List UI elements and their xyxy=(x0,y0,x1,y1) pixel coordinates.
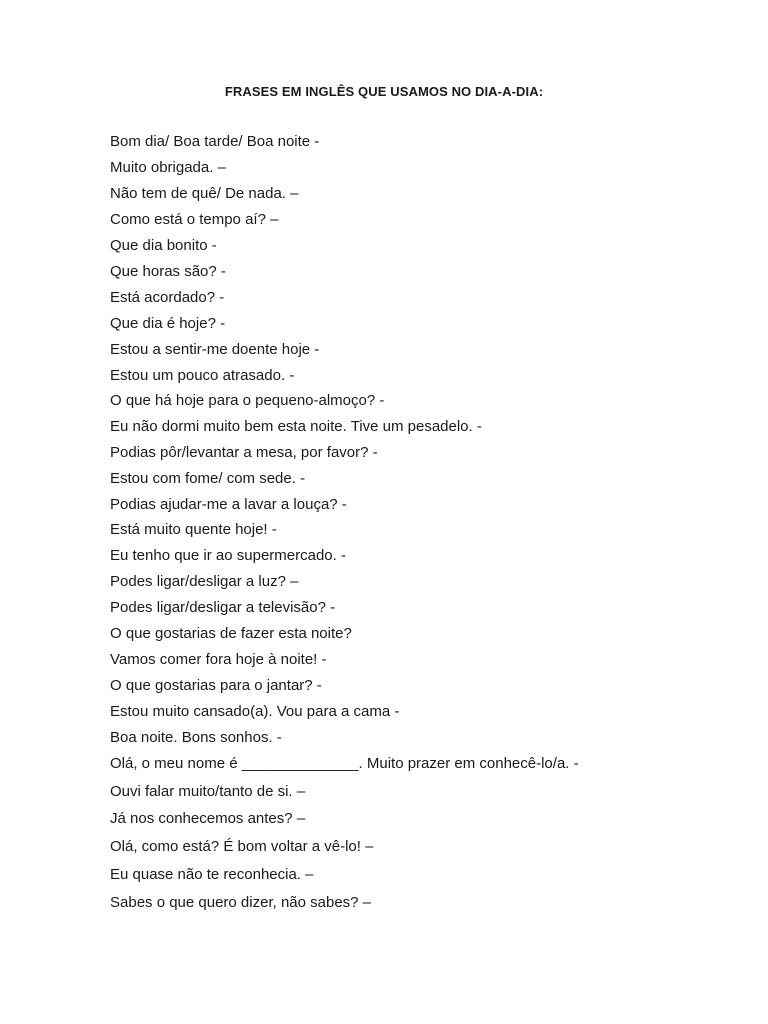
phrase-line: Ouvi falar muito/tanto de si. – xyxy=(110,783,306,800)
phrase-line: Podias pôr/levantar a mesa, por favor? - xyxy=(110,444,378,461)
phrase-line: Está muito quente hoje! - xyxy=(110,521,277,538)
phrase-line: Não tem de quê/ De nada. – xyxy=(110,185,299,202)
phrase-line: Muito obrigada. – xyxy=(110,159,226,176)
phrase-line: O que há hoje para o pequeno-almoço? - xyxy=(110,392,385,409)
phrase-line: Estou um pouco atrasado. - xyxy=(110,367,295,384)
phrase-line: Bom dia/ Boa tarde/ Boa noite - xyxy=(110,133,320,150)
phrase-line: Olá, como está? É bom voltar a vê-lo! – xyxy=(110,838,374,855)
phrase-line: Vamos comer fora hoje à noite! - xyxy=(110,651,327,668)
phrase-line: Que dia bonito - xyxy=(110,237,217,254)
phrase-line: Boa noite. Bons sonhos. - xyxy=(110,729,282,746)
phrase-line: O que gostarias para o jantar? - xyxy=(110,677,322,694)
phrase-line: Que horas são? - xyxy=(110,263,226,280)
phrase-line: Já nos conhecemos antes? – xyxy=(110,810,306,827)
phrase-line: Como está o tempo aí? – xyxy=(110,211,279,228)
document-title: FRASES EM INGLÊS QUE USAMOS NO DIA-A-DIA: xyxy=(224,84,544,99)
phrase-line: Estou com fome/ com sede. - xyxy=(110,470,306,487)
phrase-line: Podias ajudar-me a lavar a louça? - xyxy=(110,496,347,513)
phrase-line: O que gostarias de fazer esta noite? xyxy=(110,625,352,642)
phrase-line: Podes ligar/desligar a luz? – xyxy=(110,573,299,590)
phrase-line: Que dia é hoje? - xyxy=(110,315,226,332)
phrase-line: Sabes o que quero dizer, não sabes? – xyxy=(110,894,372,911)
phrase-line: Olá, o meu nome é ______________. Muito prazer em conhecê-lo/a. - xyxy=(110,755,579,772)
phrase-line: Eu não dormi muito bem esta noite. Tive um pesadelo. - xyxy=(110,418,482,435)
phrase-line: Podes ligar/desligar a televisão? - xyxy=(110,599,336,616)
phrase-line: Estou a sentir-me doente hoje - xyxy=(110,341,320,358)
phrase-line: Estou muito cansado(a). Vou para a cama - xyxy=(110,703,400,720)
phrase-line: Está acordado? - xyxy=(110,289,225,306)
phrase-line: Eu tenho que ir ao supermercado. - xyxy=(110,547,346,564)
phrase-line: Eu quase não te reconhecia. – xyxy=(110,866,314,883)
